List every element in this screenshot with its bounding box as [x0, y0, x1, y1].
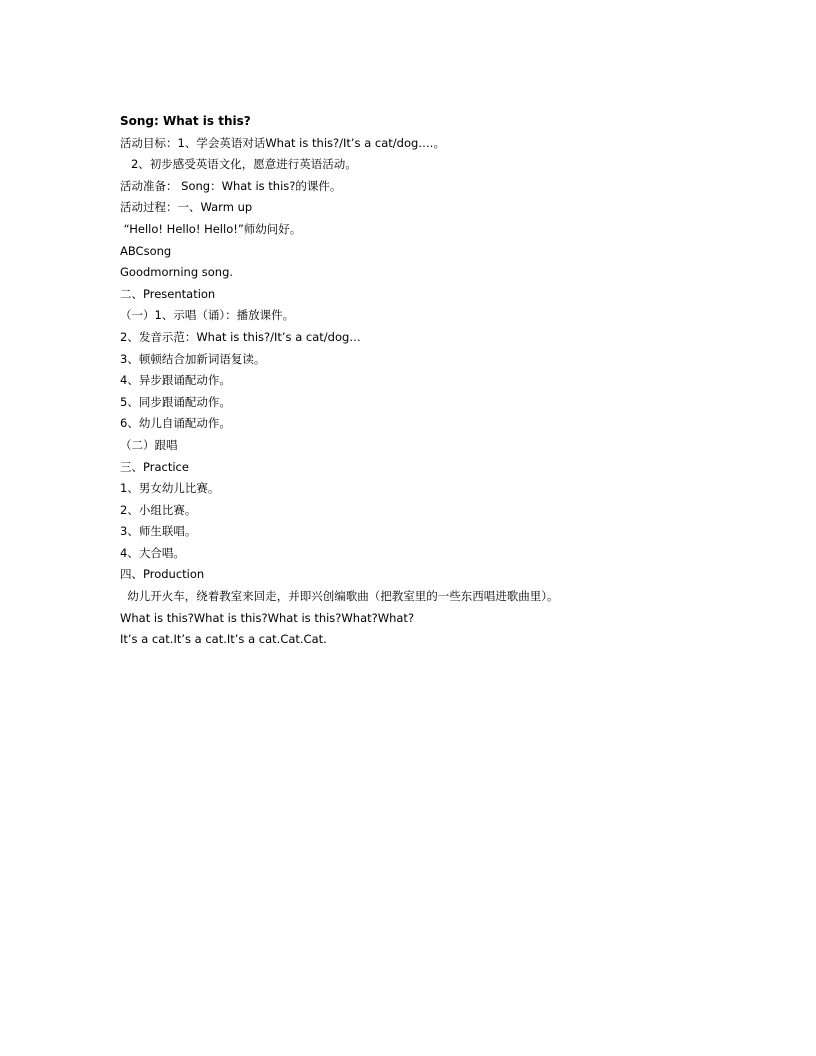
text-line: It’s a cat.It’s a cat.It’s a cat.Cat.Cat.	[120, 632, 327, 647]
text-line: Goodmorning song.	[120, 265, 234, 280]
text-line: 5、同步跟诵配动作。	[120, 394, 231, 409]
text-line: 活动准备： Song：What is this?的课件。	[120, 178, 342, 193]
text-line: “Hello! Hello! Hello!”师幼问好。	[120, 221, 302, 236]
text-line: 2、小组比赛。	[120, 502, 197, 517]
text-line: 4、大合唱。	[120, 545, 185, 560]
text-line: （一）1、示唱（诵）：播放课件。	[120, 308, 295, 323]
text-line: What is this?What is this?What is this?What?What?	[120, 610, 415, 625]
text-line: 4、异步跟诵配动作。	[120, 373, 231, 388]
text-line: 四、Production	[120, 567, 205, 582]
text-line: 活动目标：1、学会英语对话What is this?/It’s a cat/dog….。	[120, 135, 445, 150]
text-line: 幼儿开火车，绕着教室来回走，并即兴创编歌曲（把教室里的一些东西唱进歌曲里）。	[120, 589, 559, 604]
document-body	[120, 111, 720, 651]
text-line: （二）跟唱	[120, 437, 178, 452]
document-title: Song: What is this?	[120, 114, 251, 128]
text-line: 1、男女幼儿比赛。	[120, 481, 220, 496]
text-line: ABCsong	[120, 243, 172, 258]
text-line: 二、Presentation	[120, 286, 216, 301]
text-line: 活动过程：一、Warm up	[120, 200, 253, 215]
text-line: 6、幼儿自诵配动作。	[120, 416, 231, 431]
text-line: 3、顿顿结合加新词语复读。	[120, 351, 266, 366]
text-line: 2、初步感受英语文化，愿意进行英语活动。	[120, 157, 357, 172]
text-line: 三、Practice	[120, 459, 189, 474]
text-line: 2、发音示范：What is this?/It’s a cat/dog…	[120, 329, 361, 344]
text-line: 3、师生联唱。	[120, 524, 197, 539]
